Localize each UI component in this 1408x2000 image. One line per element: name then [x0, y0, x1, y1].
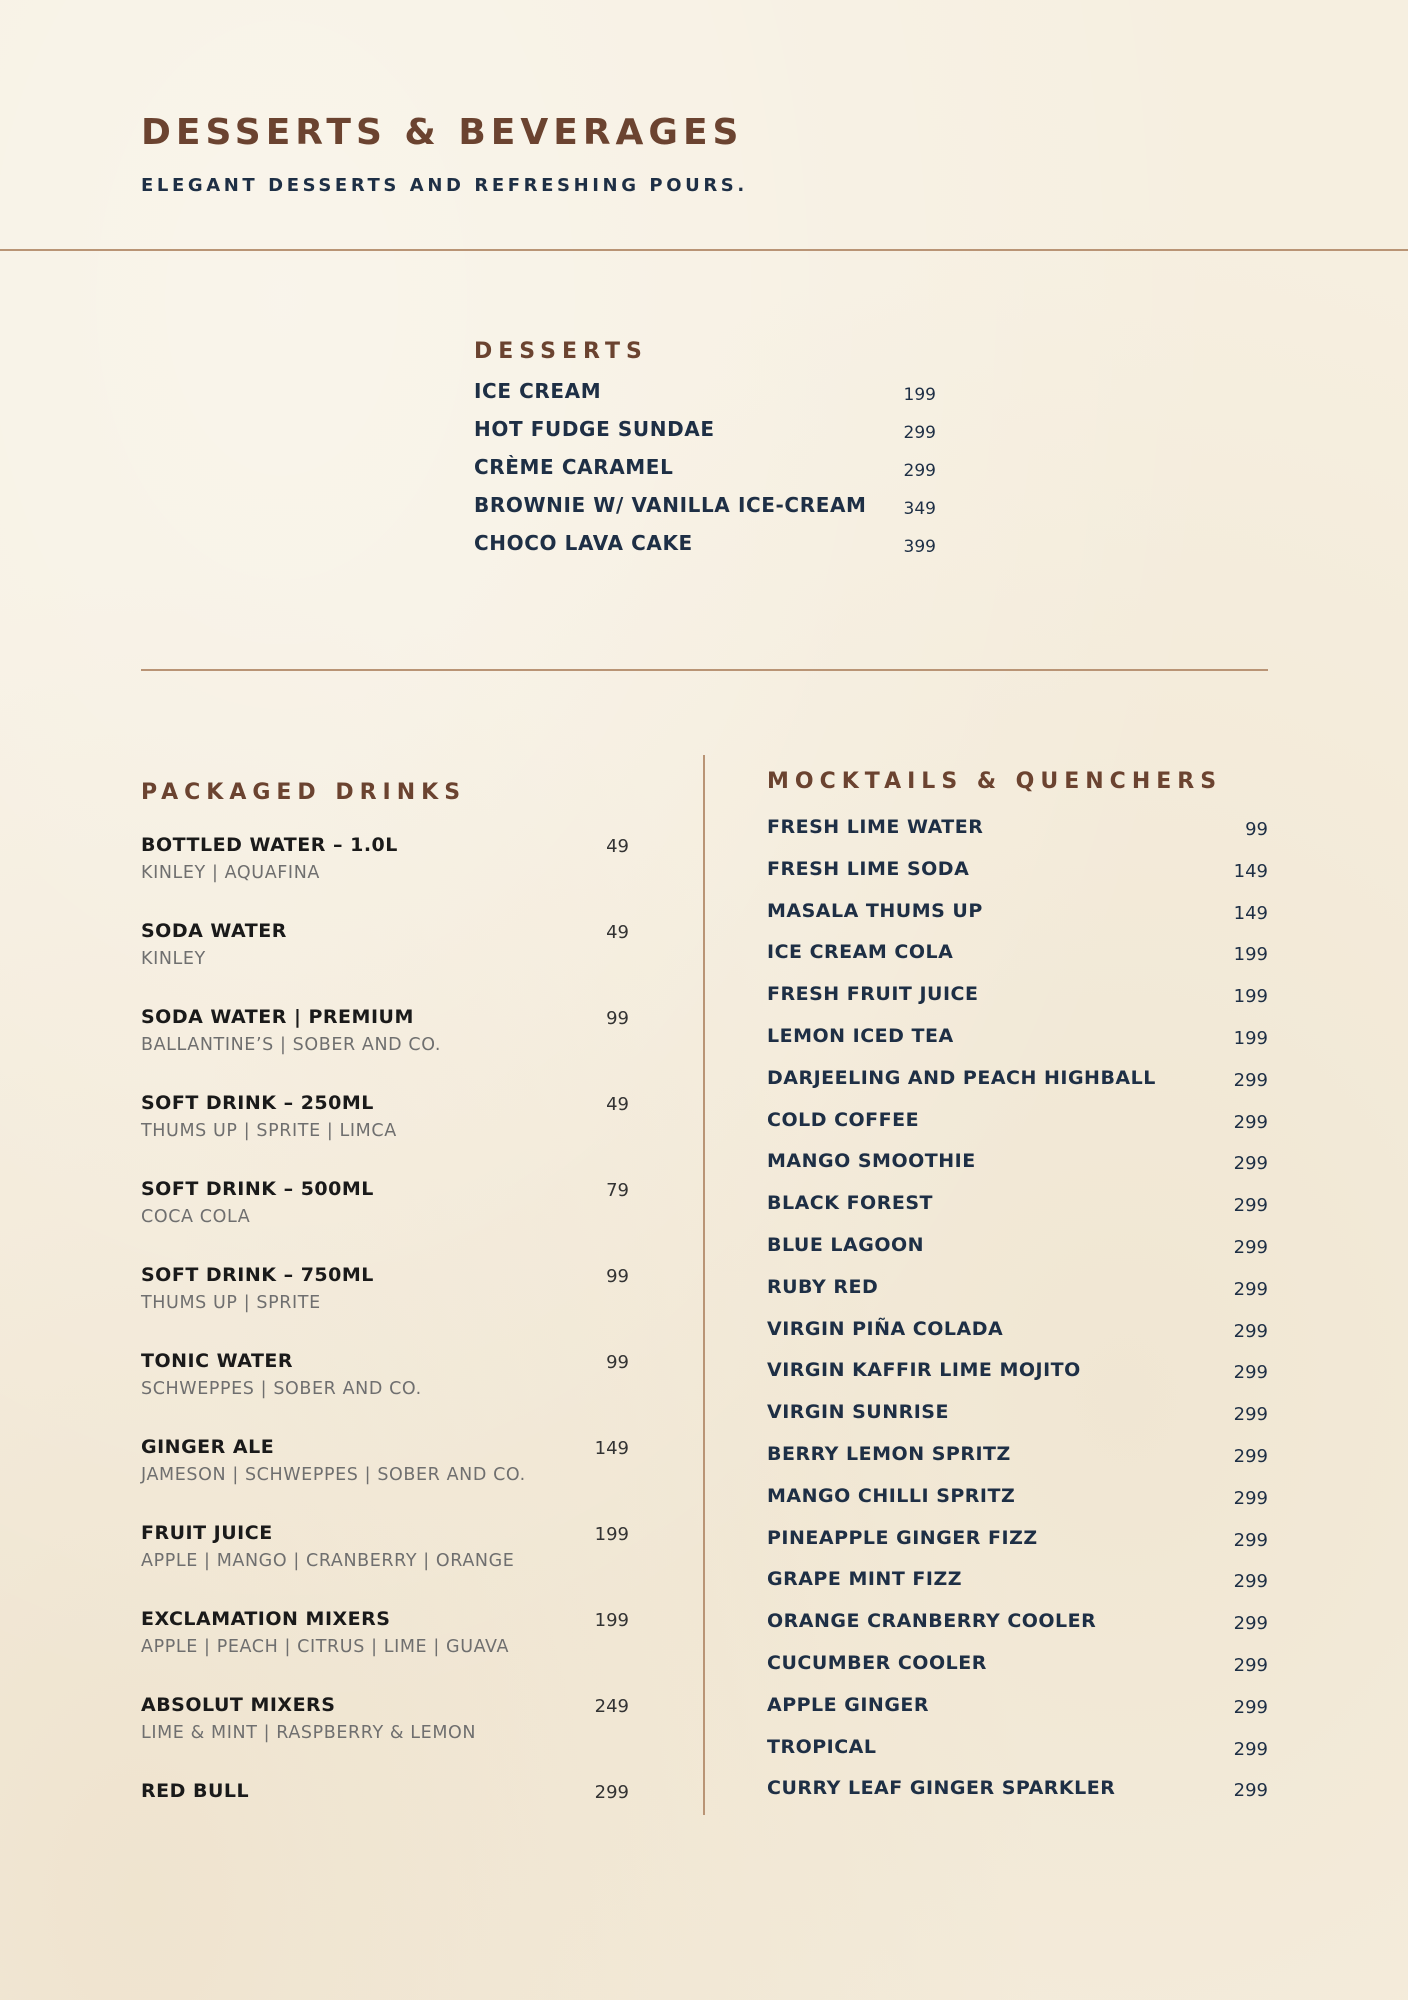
- packaged-item: [141, 834, 629, 920]
- item-name: EXCLAMATION MIXERS: [141, 1608, 391, 1630]
- mocktail-item: [767, 1318, 1268, 1360]
- item-price: 149: [1233, 860, 1268, 882]
- middle-divider: [141, 669, 1268, 671]
- item-name: SODA WATER | PREMIUM: [141, 1006, 414, 1028]
- item-description: APPLE | MANGO | CRANBERRY | ORANGE: [141, 1551, 515, 1571]
- item-name: BLACK FOREST: [767, 1192, 933, 1215]
- mocktail-item: [767, 1443, 1268, 1485]
- mocktail-item: [767, 1192, 1268, 1234]
- item-price: 149: [1233, 902, 1268, 924]
- item-price: 299: [1233, 1696, 1268, 1718]
- mocktail-item: [767, 1652, 1268, 1694]
- item-name: ICE CREAM COLA: [767, 941, 954, 964]
- item-description: COCA COLA: [141, 1207, 251, 1227]
- item-name: RUBY RED: [767, 1275, 879, 1298]
- page-subtitle: ELEGANT DESSERTS AND REFRESHING POURS.: [141, 175, 748, 196]
- mocktail-item: [767, 1276, 1268, 1318]
- packaged-item: [141, 1092, 629, 1178]
- item-name: VIRGIN SUNRISE: [767, 1401, 949, 1424]
- mocktail-item: [767, 858, 1268, 900]
- item-price: 49: [606, 1094, 629, 1115]
- mocktail-item: [767, 1568, 1268, 1610]
- item-name: COLD COFFEE: [767, 1108, 920, 1131]
- dessert-item: [474, 529, 936, 567]
- item-description: APPLE | PEACH | CITRUS | LIME | GUAVA: [141, 1637, 510, 1657]
- item-name: GRAPE MINT FIZZ: [767, 1568, 963, 1591]
- item-price: 299: [1233, 1780, 1268, 1802]
- desserts-heading: DESSERTS: [474, 339, 648, 364]
- item-name: TONIC WATER: [141, 1350, 294, 1372]
- item-name: GINGER ALE: [141, 1436, 275, 1458]
- item-description: JAMESON | SCHWEPPES | SOBER AND CO.: [141, 1465, 526, 1485]
- item-name: RED BULL: [141, 1780, 250, 1802]
- desserts-list: [474, 377, 936, 567]
- item-price: 299: [1233, 1069, 1268, 1091]
- item-description: KINLEY: [141, 949, 206, 969]
- item-name: FRESH LIME SODA: [767, 857, 970, 880]
- item-name: FRESH FRUIT JUICE: [767, 983, 979, 1006]
- item-price: 99: [606, 1008, 629, 1029]
- item-price: 99: [606, 1266, 629, 1287]
- dessert-item: [474, 377, 936, 415]
- dessert-item: [474, 453, 936, 491]
- item-name: CRÈME CARAMEL: [474, 455, 674, 479]
- packaged-item: [141, 1522, 629, 1608]
- item-name: BERRY LEMON SPRITZ: [767, 1442, 1011, 1465]
- item-name: VIRGIN PIÑA COLADA: [767, 1317, 1004, 1340]
- item-name: ICE CREAM: [474, 379, 602, 403]
- item-name: VIRGIN KAFFIR LIME MOJITO: [767, 1359, 1081, 1382]
- page-title: DESSERTS & BEVERAGES: [141, 112, 744, 153]
- item-name: MASALA THUMS UP: [767, 899, 983, 922]
- item-price: 299: [1233, 1613, 1268, 1635]
- packaged-item: [141, 1694, 629, 1780]
- mocktail-item: [767, 900, 1268, 942]
- packaged-item: [141, 1350, 629, 1436]
- item-price: 299: [1233, 1654, 1268, 1676]
- item-price: 49: [606, 836, 629, 857]
- item-price: 99: [1245, 819, 1268, 840]
- item-name: SODA WATER: [141, 920, 287, 942]
- mocktail-item: [767, 1067, 1268, 1109]
- item-name: FRESH LIME WATER: [767, 816, 984, 838]
- item-description: BALLANTINE’S | SOBER AND CO.: [141, 1035, 442, 1055]
- mocktail-item: [767, 983, 1268, 1025]
- item-price: 349: [903, 499, 936, 519]
- item-price: 199: [1233, 986, 1268, 1008]
- item-price: 299: [1233, 1571, 1268, 1593]
- item-price: 299: [903, 423, 936, 443]
- packaged-item: [141, 1178, 629, 1264]
- item-name: FRUIT JUICE: [141, 1522, 273, 1544]
- item-price: 299: [903, 461, 936, 481]
- packaged-item: [141, 1780, 629, 1866]
- mocktails-list: [767, 816, 1268, 1819]
- item-name: HOT FUDGE SUNDAE: [474, 417, 715, 441]
- item-name: SOFT DRINK – 750ML: [141, 1264, 374, 1286]
- mocktail-item: [767, 941, 1268, 983]
- item-name: SOFT DRINK – 250ML: [141, 1092, 374, 1114]
- packaged-drinks-heading: PACKAGED DRINKS: [141, 780, 467, 805]
- item-price: 299: [1233, 1487, 1268, 1509]
- dessert-item: [474, 415, 936, 453]
- packaged-drinks-list: [141, 834, 629, 1866]
- top-divider: [0, 249, 1408, 251]
- item-price: 299: [1233, 1529, 1268, 1551]
- item-name: CHOCO LAVA CAKE: [474, 531, 693, 555]
- packaged-item: [141, 1264, 629, 1350]
- mocktail-item: [767, 1694, 1268, 1736]
- item-name: BOTTLED WATER – 1.0L: [141, 834, 398, 856]
- packaged-item: [141, 1608, 629, 1694]
- item-price: 99: [606, 1352, 629, 1373]
- item-description: LIME & MINT | RASPBERRY & LEMON: [141, 1723, 477, 1743]
- mocktail-item: [767, 1485, 1268, 1527]
- item-name: BROWNIE W/ VANILLA ICE-CREAM: [474, 493, 867, 517]
- item-description: THUMS UP | SPRITE | LIMCA: [141, 1121, 397, 1141]
- item-price: 299: [1233, 1236, 1268, 1258]
- item-price: 79: [606, 1180, 629, 1201]
- mocktail-item: [767, 1401, 1268, 1443]
- mocktail-item: [767, 1234, 1268, 1276]
- item-name: ORANGE CRANBERRY COOLER: [767, 1610, 1097, 1633]
- packaged-item: [141, 920, 629, 1006]
- mocktail-item: [767, 1359, 1268, 1401]
- item-price: 299: [1233, 1153, 1268, 1175]
- item-description: SCHWEPPES | SOBER AND CO.: [141, 1379, 422, 1399]
- item-price: 399: [903, 537, 936, 557]
- packaged-item: [141, 1006, 629, 1092]
- item-price: 299: [594, 1782, 629, 1803]
- mocktail-item: [767, 1025, 1268, 1067]
- mocktail-item: [767, 1736, 1268, 1778]
- item-name: APPLE GINGER: [767, 1693, 930, 1716]
- item-name: MANGO SMOOTHIE: [767, 1150, 976, 1173]
- item-price: 199: [594, 1524, 629, 1545]
- item-price: 299: [1233, 1362, 1268, 1384]
- item-name: DARJEELING AND PEACH HIGHBALL: [767, 1066, 1156, 1089]
- mocktail-item: [767, 1150, 1268, 1192]
- mocktail-item: [767, 1109, 1268, 1151]
- item-price: 199: [594, 1610, 629, 1631]
- column-divider: [703, 755, 705, 1815]
- mocktails-heading: MOCKTAILS & QUENCHERS: [767, 769, 1223, 794]
- mocktail-item: [767, 816, 1268, 858]
- item-price: 299: [1233, 1195, 1268, 1217]
- item-price: 149: [594, 1438, 629, 1459]
- item-price: 299: [1233, 1445, 1268, 1467]
- mocktail-item: [767, 1777, 1268, 1819]
- item-name: MANGO CHILLI SPRITZ: [767, 1484, 1016, 1507]
- item-name: TROPICAL: [767, 1735, 877, 1758]
- item-name: ABSOLUT MIXERS: [141, 1694, 336, 1716]
- packaged-item: [141, 1436, 629, 1522]
- item-price: 299: [1233, 1738, 1268, 1760]
- item-name: LEMON ICED TEA: [767, 1024, 954, 1047]
- item-price: 49: [606, 922, 629, 943]
- item-name: CUCUMBER COOLER: [767, 1651, 987, 1674]
- item-price: 249: [594, 1696, 629, 1717]
- item-name: CURRY LEAF GINGER SPARKLER: [767, 1777, 1116, 1800]
- item-name: PINEAPPLE GINGER FIZZ: [767, 1526, 1038, 1549]
- item-price: 299: [1233, 1278, 1268, 1300]
- item-name: BLUE LAGOON: [767, 1233, 925, 1256]
- item-price: 199: [1233, 1027, 1268, 1049]
- mocktail-item: [767, 1610, 1268, 1652]
- item-price: 299: [1233, 1320, 1268, 1342]
- item-price: 299: [1233, 1111, 1268, 1133]
- dessert-item: [474, 491, 936, 529]
- item-price: 199: [903, 385, 936, 405]
- item-price: 299: [1233, 1404, 1268, 1426]
- item-price: 199: [1233, 944, 1268, 966]
- item-description: KINLEY | AQUAFINA: [141, 863, 320, 883]
- item-description: THUMS UP | SPRITE: [141, 1293, 321, 1313]
- mocktail-item: [767, 1527, 1268, 1569]
- item-name: SOFT DRINK – 500ML: [141, 1178, 374, 1200]
